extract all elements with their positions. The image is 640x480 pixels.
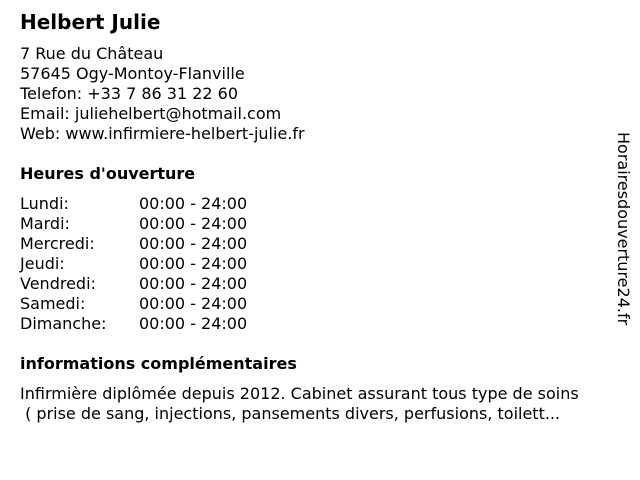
hours-row-wednesday bbox=[20, 234, 280, 254]
hours-time: 00:00 - 24:00 bbox=[139, 234, 248, 253]
hours-row-sunday bbox=[20, 314, 280, 334]
hours-time: 00:00 - 24:00 bbox=[139, 274, 248, 293]
hours-day: Vendredi: bbox=[20, 274, 96, 293]
business-name: Helbert Julie bbox=[20, 10, 161, 34]
hours-time: 00:00 - 24:00 bbox=[139, 314, 248, 333]
opening-hours-table bbox=[20, 194, 280, 334]
additional-info-line: Infirmière diplômée depuis 2012. Cabinet assurant tous type de soins bbox=[20, 384, 579, 403]
hours-row-friday bbox=[20, 274, 280, 294]
hours-time: 00:00 - 24:00 bbox=[139, 254, 248, 273]
additional-info-heading: informations complémentaires bbox=[20, 354, 297, 373]
hours-time: 00:00 - 24:00 bbox=[139, 294, 248, 313]
hours-row-saturday bbox=[20, 294, 280, 314]
hours-row-thursday bbox=[20, 254, 280, 274]
watermark-text: Horairesdouverture24.fr bbox=[614, 132, 633, 326]
hours-day: Lundi: bbox=[20, 194, 69, 213]
phone-line: Telefon: +33 7 86 31 22 60 bbox=[20, 84, 239, 103]
site-watermark bbox=[612, 132, 634, 344]
hours-time: 00:00 - 24:00 bbox=[139, 214, 248, 233]
hours-time: 00:00 - 24:00 bbox=[139, 194, 248, 213]
address-block bbox=[20, 44, 305, 144]
website-line: Web: www.infirmiere-helbert-julie.fr bbox=[20, 124, 305, 143]
hours-day: Samedi: bbox=[20, 294, 86, 313]
street-line: 7 Rue du Château bbox=[20, 44, 164, 63]
hours-day: Dimanche: bbox=[20, 314, 107, 333]
additional-info-line: ( prise de sang, injections, pansements divers, perfusions, toilett... bbox=[20, 404, 561, 423]
hours-row-monday bbox=[20, 194, 280, 214]
opening-hours-heading: Heures d'ouverture bbox=[20, 164, 196, 183]
hours-day: Mardi: bbox=[20, 214, 70, 233]
email-line: Email: juliehelbert@hotmail.com bbox=[20, 104, 282, 123]
hours-row-tuesday bbox=[20, 214, 280, 234]
additional-info-text bbox=[20, 384, 632, 424]
city-line: 57645 Ogy-Montoy-Flanville bbox=[20, 64, 245, 83]
hours-day: Mercredi: bbox=[20, 234, 95, 253]
hours-day: Jeudi: bbox=[20, 254, 65, 273]
